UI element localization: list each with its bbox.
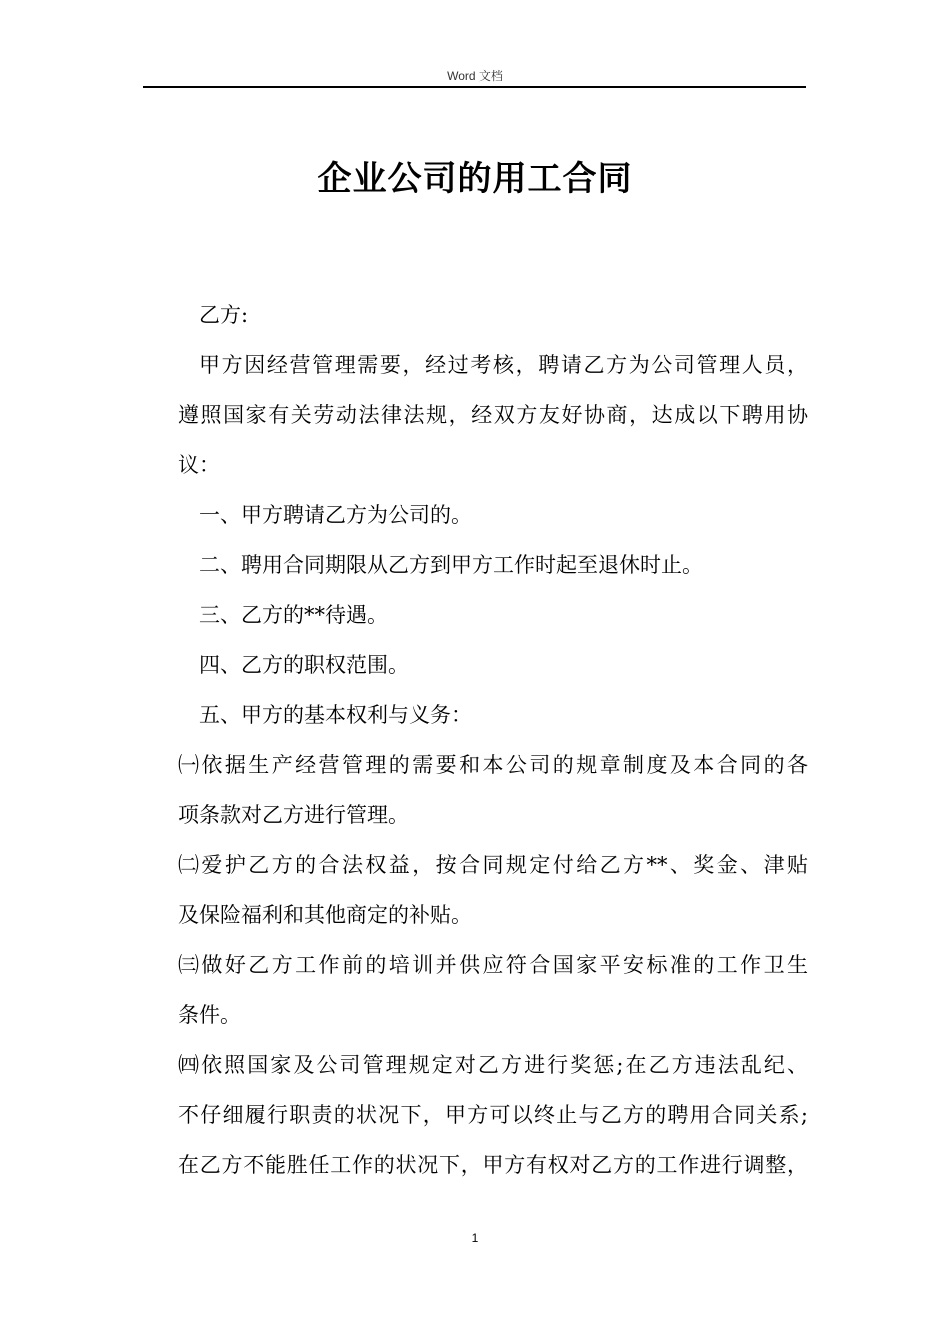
paragraph-line: ㈢做好乙方工作前的培训并供应符合国家平安标准的工作卫生 <box>178 953 808 977</box>
paragraph-line: 五、甲方的基本权利与义务： <box>199 703 472 727</box>
paragraph-line: 不仔细履行职责的状况下，甲方可以终止与乙方的聘用合同关系; <box>178 1103 808 1127</box>
paragraph-line: 议： <box>178 453 220 477</box>
paragraph-line: 项条款对乙方进行管理。 <box>178 803 409 827</box>
paragraph-line: 三、乙方的**待遇。 <box>199 603 388 627</box>
document-title: 企业公司的用工合同 <box>317 159 633 199</box>
paragraph-line: 乙方: <box>199 303 249 327</box>
paragraph-line: ㈠依据生产经营管理的需要和本公司的规章制度及本合同的各 <box>178 753 808 777</box>
paragraph-line: 条件。 <box>178 1003 241 1027</box>
page-header: Word 文档 <box>447 69 503 83</box>
paragraph-line: 一、甲方聘请乙方为公司的。 <box>199 503 472 527</box>
header-divider <box>143 86 806 88</box>
paragraph-line: ㈡爱护乙方的合法权益，按合同规定付给乙方**、奖金、津贴 <box>178 853 808 877</box>
paragraph-line: 四、乙方的职权范围。 <box>199 653 409 677</box>
page-number: 1 <box>471 1231 479 1245</box>
paragraph-line: 甲方因经营管理需要，经过考核，聘请乙方为公司管理人员， <box>199 353 808 377</box>
paragraph-line: 遵照国家有关劳动法律法规，经双方友好协商，达成以下聘用协 <box>178 403 808 427</box>
document-body <box>178 290 808 1190</box>
paragraph-line: 及保险福利和其他商定的补贴。 <box>178 903 472 927</box>
paragraph-line: ㈣依照国家及公司管理规定对乙方进行奖惩;在乙方违法乱纪、 <box>178 1053 808 1077</box>
paragraph-line: 在乙方不能胜任工作的状况下，甲方有权对乙方的工作进行调整， <box>178 1153 808 1177</box>
paragraph-line: 二、聘用合同期限从乙方到甲方工作时起至退休时止。 <box>199 553 703 577</box>
